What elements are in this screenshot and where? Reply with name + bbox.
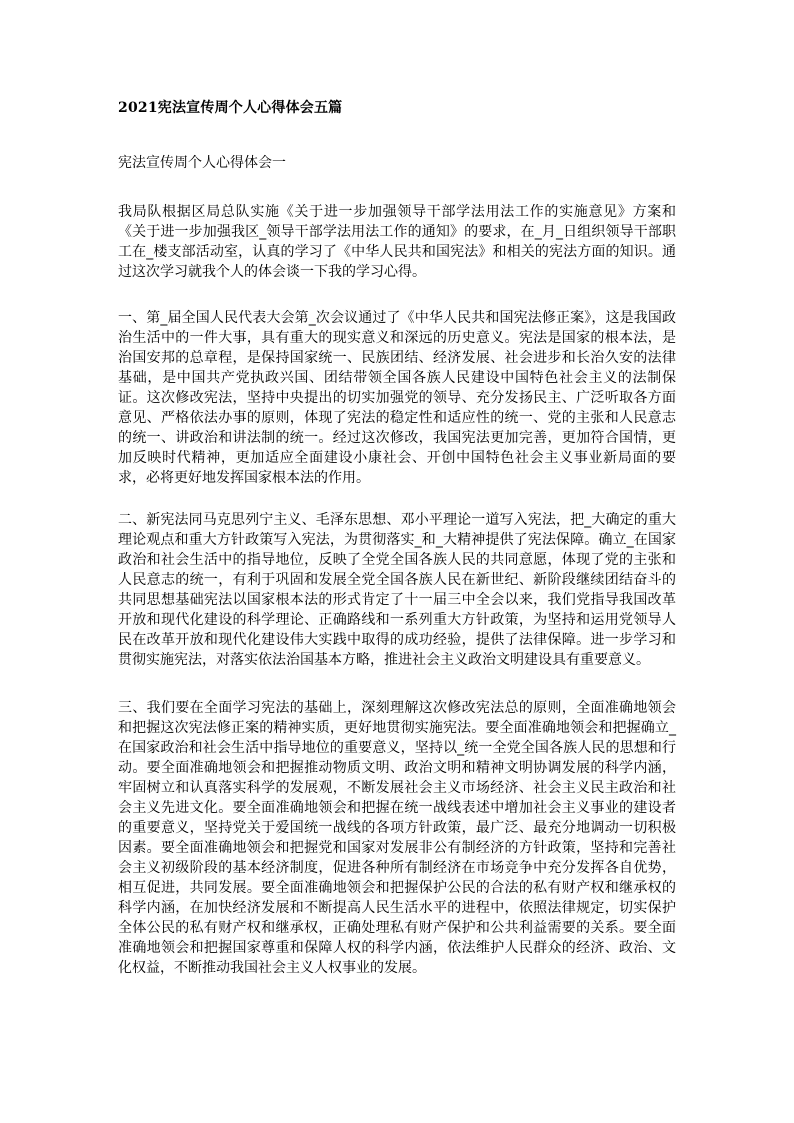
paragraph-two: 二、新宪法同马克思列宁主义、毛泽东思想、邓小平理论一道写入宪法，把_大确定的重大理论观点和重大方针政策写入宪法，为贯彻落实_和_大精神提供了宪法保障。确立_在国家政治和社会生活中的指导地位，反映了全党全国各族人民的共同意愿，体现了党的主张和人民意志的统一，有利于巩固和发展全党全国各族人民在新世纪、新阶段继续团结奋斗的共同思想基础宪法以国家根本法的形式肯定了十一届三中全会以来，我们党指导我国改革开放和现代化建设的科学理论、正确路线和一系列重大方针政策，为坚持和运用党领导人民在改革开放和现代化建设伟大实践中取得的成功经验，提供了法律保障。进一步学习和贯彻实施宪法，对落实依法治国基本方略，推进社会主义政治文明建设具有重要意义。: [118, 512, 676, 668]
section-title: 宪法宣传周个人心得体会一: [118, 155, 286, 171]
paragraph-three: 三、我们要在全面学习宪法的基础上，深刻理解这次修改宪法总的原则，全面准确地领会和把握这次宪法修正案的精神实质，更好地贯彻实施宪法。要全面准确地领会和把握确立_在国家政治和社会生活中指导地位的重要意义，坚持以_统一全党全国各族人民的思想和行动。要全面准确地领会和把握推动物质文明、政治文明和精神文明协调发展的科学内涵，牢固树立和认真落实科学的发展观，不断发展社会主义市场经济、社会主义民主政治和社会主义先进文化。要全面准确地领会和把握在统一战线表述中增加社会主义事业的建设者的重要意义，坚持党关于爱国统一战线的各项方针政策，最广泛、最充分地调动一切积极因素。要全面准确地领会和把握党和国家对发展非公有制经济的方针政策，坚持和完善社会主义初级阶段的基本经济制度，促进各种所有制经济在市场竞争中充分发挥各自优势，相互促进，共同发展。要全面准确地领会和把握保护公民的合法的私有财产权和继承权的科学内涵，在加快经济发展和不断提高人民生活水平的进程中，依照法律规定，切实保护全体公民的私有财产权和继承权，正确处理私有财产保护和公共利益需要的关系。要全面准确地领会和把握国家尊重和保障人权的科学内涵，依法维护人民群众的经济、政治、文化权益，不断推动我国社会主义人权事业的发展。: [118, 700, 676, 976]
document-title: 2021宪法宣传周个人心得体会五篇: [118, 100, 343, 116]
document-page: [118, 98, 676, 976]
paragraph-one: 一、第_届全国人民代表大会第_次会议通过了《中华人民共和国宪法修正案》，这是我国政治生活中的一件大事，具有重大的现实意义和深远的历史意义。宪法是国家的根本法，是治国安邦的总章程，是保持国家统一、民族团结、经济发展、社会进步和长治久安的法律基础，是中国共产党执政兴国、团结带领全国各族人民建设中国特色社会主义的法制保证。这次修改宪法，坚持中央提出的切实加强党的领导、充分发扬民主、广泛听取各方面意见、严格依法办事的原则，体现了宪法的稳定性和适应性的统一、党的主张和人民意志的统一、讲政治和讲法制的统一。经过这次修改，我国宪法更加完善，更加符合国情，更加反映时代精神，更加适应全面建设小康社会、开创中国特色社会主义事业新局面的要求，必将更好地发挥国家根本法的作用。: [118, 310, 676, 486]
paragraph-intro: 我局队根据区局总队实施《关于进一步加强领导干部学法用法工作的实施意见》方案和《关于进一步加强我区_领导干部学法用法工作的通知》的要求，在_月_日组织领导干部职工在_楼支部活动室，认真的学习了《中华人民共和国宪法》和相关的宪法方面的知识。通过这次学习就我个人的体会谈一下我的学习心得。: [118, 204, 676, 280]
